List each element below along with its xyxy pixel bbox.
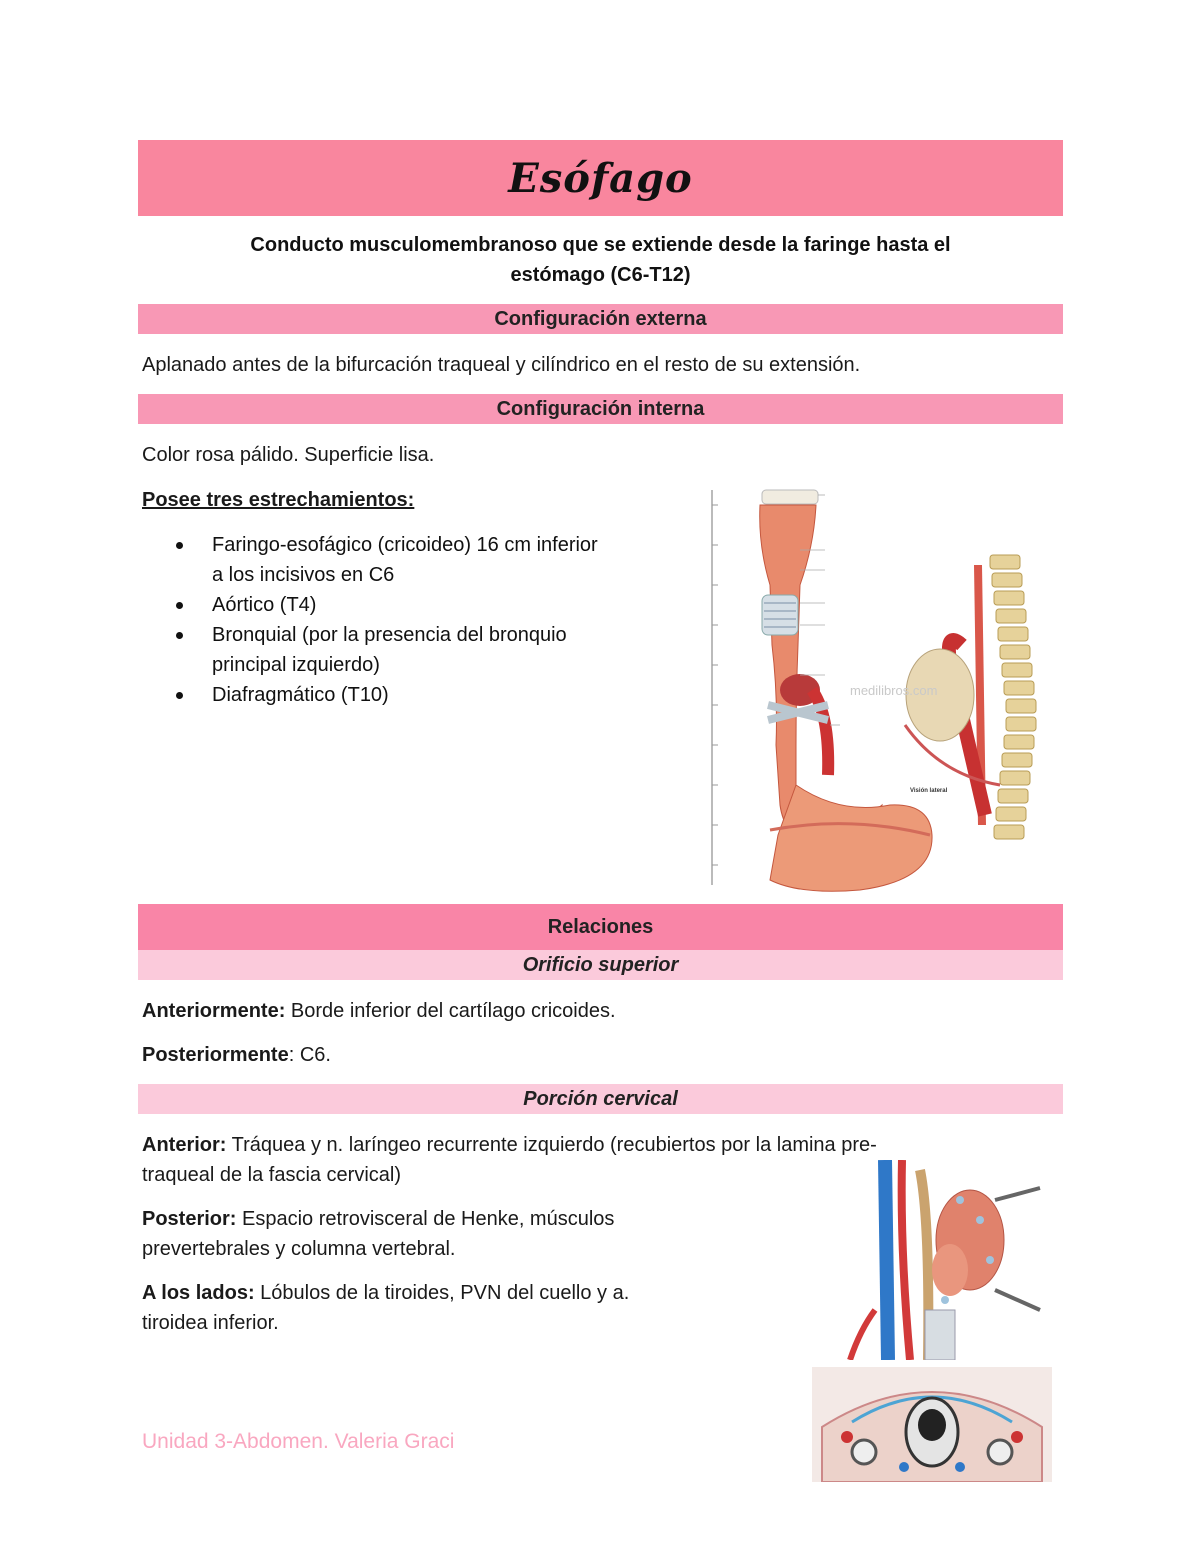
cervical-anterior-line-2: traqueal de la fascia cervical) xyxy=(142,1164,402,1186)
orificio-superior-heading: Orificio superior xyxy=(522,953,679,976)
section-heading-config-interna xyxy=(138,394,1063,424)
cervical-anterior-label: Anterior: xyxy=(142,1134,227,1156)
title-bar xyxy=(138,140,1063,216)
intro-line-2: estómago (C6-T12) xyxy=(510,264,691,286)
orificio-posterior-label: Posteriormente xyxy=(142,1044,289,1066)
watermark-text: medilibros.com xyxy=(850,683,938,698)
cervical-lados-label: A los lados: xyxy=(142,1282,255,1304)
orificio-anterior-label: Anteriormente: xyxy=(142,1000,286,1022)
list-item-line: a los incisivos en C6 xyxy=(212,564,395,586)
footer-text: Unidad 3-Abdomen. Valeria Graci xyxy=(142,1430,455,1453)
list-item-line: Bronquial (por la presencia del bronquio xyxy=(212,624,567,646)
list-item-line: Faringo-esofágico (cricoideo) 16 cm inferior xyxy=(212,534,598,556)
list-item xyxy=(172,530,682,590)
list-item xyxy=(172,590,682,620)
config-interna-heading: Configuración interna xyxy=(496,397,705,420)
porcion-cervical-heading: Porción cervical xyxy=(523,1087,678,1110)
list-item xyxy=(172,620,682,680)
cervical-anterior-line-1: Tráquea y n. laríngeo recurrente izquierdo (recubiertos por la lamina pre- xyxy=(226,1134,877,1156)
vista-lateral-label: Visión lateral xyxy=(910,788,948,794)
list-item-line: Diafragmático (T10) xyxy=(212,684,389,706)
list-item-line: principal izquierdo) xyxy=(212,654,380,676)
orificio-posterior xyxy=(142,1040,331,1070)
section-heading-relaciones xyxy=(138,904,1063,950)
list-item xyxy=(172,680,682,710)
cervical-posterior-label: Posterior: xyxy=(142,1208,237,1230)
list-item-line: Aórtico (T4) xyxy=(212,594,317,616)
cervical-lados-line-1: Lóbulos de la tiroides, PVN del cuello y a. xyxy=(254,1282,630,1304)
cross-section-figure xyxy=(812,1367,1052,1482)
config-externa-text: Aplanado antes de la bifurcación traqueal y cilíndrico en el resto de su extensión. xyxy=(142,354,861,376)
config-interna-text: Color rosa pálido. Superficie lisa. xyxy=(142,444,435,466)
section-heading-config-externa xyxy=(138,304,1063,334)
intro-line-1: Conducto musculomembranoso que se extiende desde la faringe hasta el xyxy=(250,234,951,256)
orificio-anterior xyxy=(142,996,616,1026)
cervical-lados-line-2: tiroidea inferior. xyxy=(142,1312,279,1334)
cervical-posterior-line-2: prevertebrales y columna vertebral. xyxy=(142,1238,456,1260)
relaciones-heading: Relaciones xyxy=(547,915,654,938)
neck-anatomy-figure xyxy=(830,1160,1050,1360)
cervical-posterior-line-1: Espacio retrovisceral de Henke, músculos xyxy=(236,1208,615,1230)
estrechamientos-list xyxy=(172,530,682,710)
config-externa-heading: Configuración externa xyxy=(494,307,707,330)
esophagus-anatomy-figure xyxy=(700,485,1060,900)
list-title: Posee tres estrechamientos: xyxy=(142,489,415,511)
orificio-anterior-text: Borde inferior del cartílago cricoides. xyxy=(285,1000,616,1022)
page-title: Esófago xyxy=(508,154,693,202)
subheading-orificio-superior xyxy=(138,950,1063,980)
orificio-posterior-text: C6. xyxy=(294,1044,331,1066)
cervical-posterior xyxy=(142,1204,614,1264)
intro-text xyxy=(138,230,1063,290)
orificio-posterior-colon: : xyxy=(288,1044,295,1066)
cervical-lados xyxy=(142,1278,629,1338)
subheading-porcion-cervical xyxy=(138,1084,1063,1114)
